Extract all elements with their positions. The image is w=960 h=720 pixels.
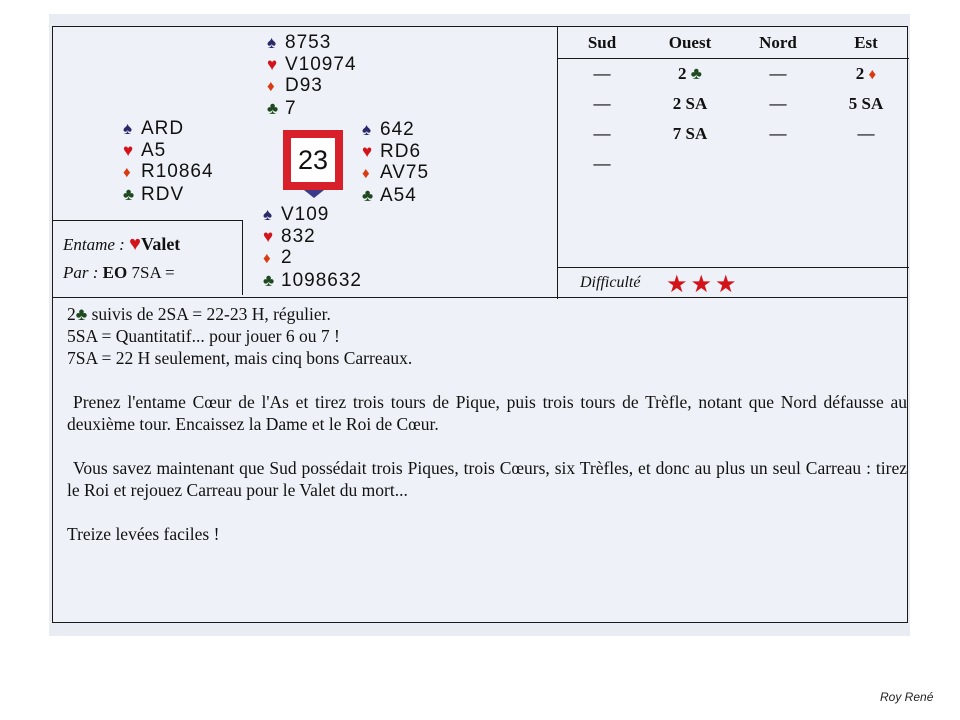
heart-icon: ♥ — [123, 140, 134, 160]
bid-sud-2: — — [593, 94, 611, 113]
spade-icon: ♠ — [267, 33, 277, 52]
author-credit: Roy René — [880, 690, 934, 704]
diamond-icon: ♦ — [123, 164, 131, 181]
auction-header — [558, 27, 909, 59]
south-clubs: 1098632 — [281, 269, 362, 291]
spade-icon: ♠ — [362, 120, 372, 139]
north-spades: 8753 — [285, 32, 332, 53]
club-icon: ♣ — [267, 98, 279, 118]
diamond-icon: ♦ — [868, 67, 877, 83]
west-hearts: A5 — [141, 139, 167, 161]
west-clubs: RDV — [141, 183, 185, 205]
west-diamonds: R10864 — [141, 161, 214, 182]
heart-icon: ♥ — [129, 233, 141, 255]
east-hearts: RD6 — [380, 140, 422, 162]
diamond-icon: ♦ — [263, 250, 271, 267]
comment-line-1: 2♣ suivis de 2SA = 22-23 H, régulier. — [67, 304, 331, 324]
comment-line-3: 7SA = 22 H seulement, mais cinq bons Carreaux. — [67, 348, 413, 368]
commentary — [67, 303, 907, 545]
board-number-badge — [283, 130, 343, 190]
west-hand — [123, 118, 214, 205]
par-label: Par : — [63, 263, 99, 282]
bid-nord-3: — — [769, 124, 787, 143]
spade-icon: ♠ — [123, 119, 133, 138]
club-icon: ♣ — [75, 304, 88, 324]
club-icon: ♣ — [123, 184, 135, 204]
club-icon: ♣ — [263, 270, 275, 290]
difficulty-stars: ★★★ — [666, 272, 740, 298]
bid-est-1: 2 ♦ — [855, 64, 877, 83]
bid-ouest-2: 2 SA — [672, 94, 708, 113]
diamond-icon: ♦ — [267, 78, 275, 95]
east-hand — [362, 119, 429, 206]
lead-card: Valet — [140, 234, 181, 254]
bid-ouest-1: 2 ♣ — [678, 64, 702, 83]
club-icon: ♣ — [690, 64, 702, 83]
header-sud: Sud — [587, 33, 617, 52]
heart-icon: ♥ — [263, 226, 274, 246]
lead-line — [63, 233, 180, 256]
par-contract: 7SA = — [131, 263, 175, 282]
par-side: EO — [102, 263, 128, 282]
south-diamonds: 2 — [281, 247, 293, 268]
board-number: 23 — [291, 138, 335, 182]
header-nord: Nord — [759, 33, 797, 52]
section-divider — [53, 297, 907, 298]
header-est: Est — [854, 33, 878, 52]
bid-nord-2: — — [769, 94, 787, 113]
comment-paragraph-1: Prenez l'entame Cœur de l'As et tirez trois tours de Pique, puis trois tours de Trèfle, notant que Nord défausse au deuxième tour. Encaissez la Dame et le Roi de Cœur. — [67, 392, 907, 434]
lead-par-box — [53, 220, 243, 295]
north-hearts: V10974 — [285, 53, 357, 75]
bid-sud-1: — — [593, 64, 611, 83]
header-ouest: Ouest — [668, 33, 712, 52]
east-clubs: A54 — [380, 184, 417, 206]
north-hand — [267, 32, 357, 119]
comment-line-2: 5SA = Quantitatif... pour jouer 6 ou 7 ! — [67, 326, 340, 346]
south-spades: V109 — [281, 204, 330, 225]
bid-sud-3: — — [593, 124, 611, 143]
bridge-deal-card — [52, 26, 908, 623]
bid-est-2: 5 SA — [848, 94, 884, 113]
bid-nord-1: — — [769, 64, 787, 83]
east-diamonds: AV75 — [380, 162, 430, 183]
difficulty-label: Difficulté — [580, 274, 641, 291]
north-diamonds: D93 — [285, 75, 323, 96]
bid-ouest-3: 7 SA — [672, 124, 708, 143]
comment-paragraph-2: Vous savez maintenant que Sud possédait trois Piques, trois Cœurs, six Trèfles, et donc au plus un seul Carreau : tirez le Roi et rejouez Carreau pour le Valet du mort... — [67, 458, 907, 500]
difficulty-row — [558, 267, 909, 299]
lead-label: Entame : — [63, 235, 125, 254]
bid-sud-4: — — [593, 154, 611, 173]
heart-icon: ♥ — [362, 141, 373, 161]
east-spades: 642 — [380, 119, 415, 140]
auction-table — [557, 27, 909, 299]
diamond-icon: ♦ — [362, 165, 370, 182]
south-hearts: 832 — [281, 225, 316, 247]
par-line — [63, 263, 175, 283]
triangle-icon — [304, 190, 324, 198]
club-icon: ♣ — [362, 185, 374, 205]
south-hand — [263, 204, 362, 291]
spade-icon: ♠ — [263, 205, 273, 224]
heart-icon: ♥ — [267, 54, 278, 74]
bid-est-3: — — [857, 124, 875, 143]
north-clubs: 7 — [285, 97, 297, 119]
comment-paragraph-3: Treize levées faciles ! — [67, 524, 220, 544]
west-spades: ARD — [141, 118, 185, 139]
